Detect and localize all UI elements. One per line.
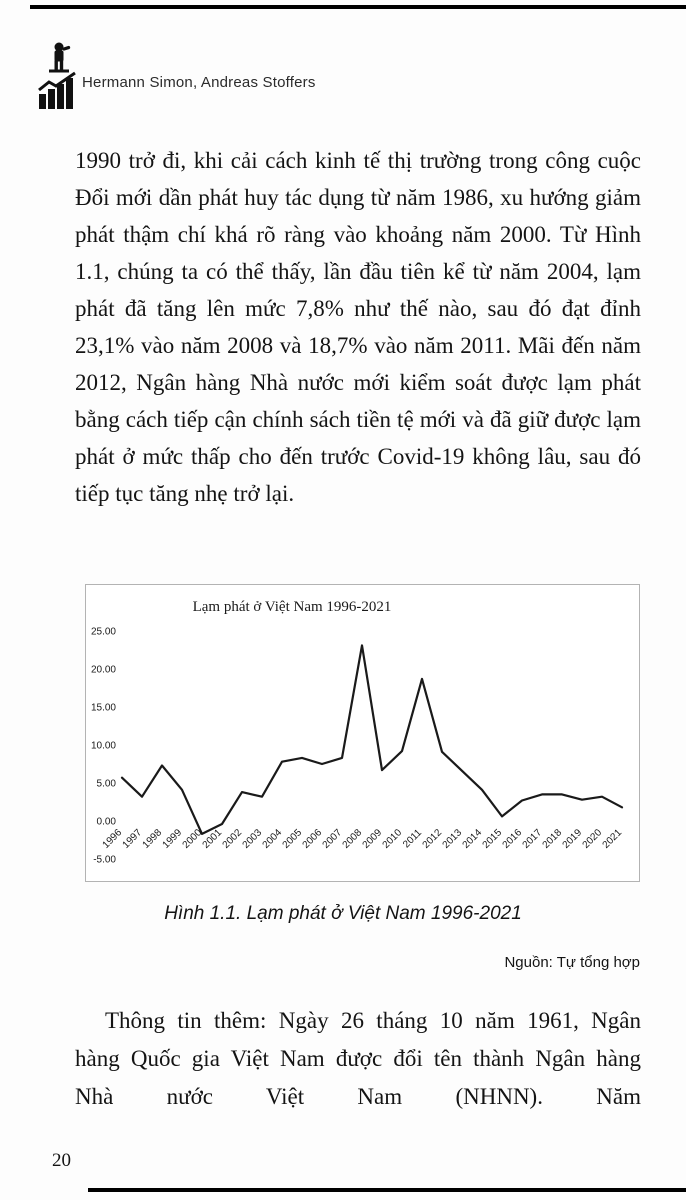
chart-title: Lạm phát ở Việt Nam 1996-2021: [192, 599, 392, 615]
x-tick-label: 2015: [480, 827, 505, 851]
x-tick-label: 2020: [580, 827, 605, 851]
y-tick-label: 0.00: [96, 816, 116, 828]
x-tick-label: 2018: [540, 827, 565, 851]
y-tick-label: 25.00: [90, 626, 116, 638]
x-tick-label: 2004: [260, 827, 285, 851]
x-tick-label: 2010: [380, 827, 405, 851]
x-tick-label: 2002: [220, 827, 245, 851]
x-tick-label: 2008: [340, 827, 365, 851]
x-tick-label: 1996: [100, 827, 125, 851]
x-tick-label: 2013: [440, 827, 465, 851]
page-number: 20: [52, 1150, 71, 1171]
inflation-line-chart: [86, 591, 639, 873]
x-tick-label: 2016: [500, 827, 525, 851]
y-tick-label: 10.00: [90, 740, 116, 752]
top-rule: [30, 5, 686, 9]
x-tick-label: 2021: [600, 827, 625, 851]
growth-chart-person-logo-icon: [36, 40, 78, 110]
x-tick-label: 2005: [280, 827, 305, 851]
bottom-rule: [88, 1188, 686, 1192]
x-tick-label: 2019: [560, 827, 585, 851]
chart-frame: [85, 584, 640, 882]
x-tick-label: 1998: [140, 827, 165, 851]
x-tick-label: 1999: [160, 827, 185, 851]
y-tick-label: 20.00: [90, 664, 116, 676]
y-tick-label: 15.00: [90, 702, 116, 714]
x-tick-label: 2007: [320, 827, 345, 851]
x-tick-label: 2012: [420, 827, 445, 851]
x-tick-label: 2006: [300, 827, 325, 851]
authors-line: Hermann Simon, Andreas Stoffers: [82, 74, 316, 91]
x-tick-label: 2009: [360, 827, 385, 851]
x-tick-label: 2000: [180, 827, 205, 851]
y-tick-label: 5.00: [96, 778, 116, 790]
x-tick-label: 1997: [120, 827, 145, 851]
inflation-series-line: [122, 645, 622, 834]
x-tick-label: 2017: [520, 827, 545, 851]
paragraph-inflation-history: 1990 trở đi, khi cải cách kinh tế thị trường trong công cuộc Đổi mới dần phát huy tác dụng từ năm 1986, xu hướng giảm phát thậm chí khá rõ ràng vào khoảng năm 2000. Từ Hình 1.1, chúng ta có thể thấy, lần đầu tiên kể từ năm 2004, lạm phát đã tăng lên mức 7,8% như thế nào, sau đó đạt đỉnh 23,1% vào năm 2008 và 18,7% vào năm 2011. Mãi đến năm 2012, Ngân hàng Nhà nước mới kiểm soát được lạm phát bằng cách tiếp cận chính sách tiền tệ mới và đã giữ được lạm phát ở mức thấp cho đến trước Covid-19 không lâu, sau đó tiếp tục tăng nhẹ trở lại.: [75, 148, 641, 506]
figure-source: Nguồn: Tự tổng hợp: [504, 954, 640, 971]
figure-caption: Hình 1.1. Lạm phát ở Việt Nam 1996-2021: [164, 903, 522, 924]
x-tick-label: 2001: [200, 827, 225, 851]
x-tick-label: 2003: [240, 827, 265, 851]
y-tick-label: -5.00: [93, 854, 116, 866]
x-tick-label: 2014: [460, 827, 485, 851]
x-tick-label: 2011: [401, 827, 425, 851]
paragraph-additional-info: Thông tin thêm: Ngày 26 tháng 10 năm 1961, Ngân hàng Quốc gia Việt Nam được đổi tên thành Ngân hàng Nhà nước Việt Nam (NHNN). Năm: [75, 1008, 641, 1109]
